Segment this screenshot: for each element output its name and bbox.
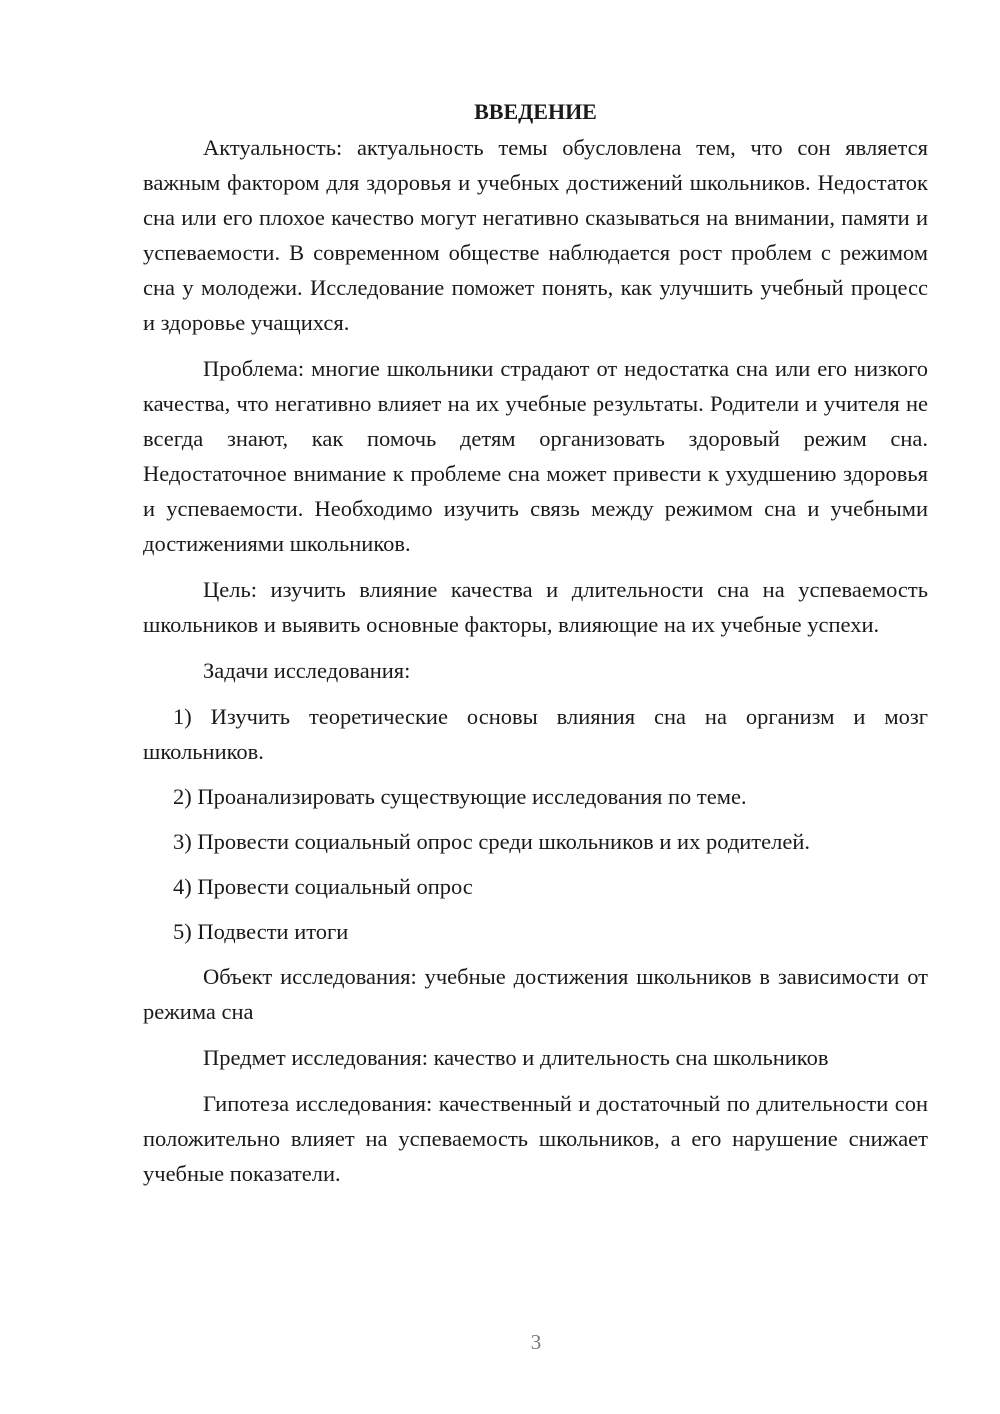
task-item-2: 2) Проанализировать существующие исследования по теме. bbox=[173, 784, 747, 809]
goal-paragraph: Цель: изучить влияние качества и длительности сна на успеваемость школьников и выявить основные факторы, влияющие на их учебные успехи. bbox=[143, 577, 928, 637]
subject-paragraph: Предмет исследования: качество и длительность сна школьников bbox=[203, 1045, 829, 1070]
object-paragraph: Объект исследования: учебные достижения школьников в зависимости от режима сна bbox=[143, 964, 928, 1024]
document-page bbox=[143, 94, 928, 1202]
tasks-heading: Задачи исследования: bbox=[203, 658, 411, 683]
task-item-4: 4) Провести социальный опрос bbox=[173, 874, 473, 899]
task-item-5: 5) Подвести итоги bbox=[173, 919, 349, 944]
task-item-3: 3) Провести социальный опрос среди школьников и их родителей. bbox=[173, 829, 811, 854]
task-item-1: 1) Изучить теоретические основы влияния сна на организм и мозг школьников. bbox=[143, 704, 928, 764]
problem-paragraph: Проблема: многие школьники страдают от недостатка сна или его низкого качества, что негативно влияет на их учебные результаты. Родители и учителя не всегда знают, как помочь детям организовать здоровый режим сна. Недостаточное внимание к проблеме сна может привести к ухудшению здоровья и успеваемости. Необходимо изучить связь между режимом сна и учебными достижениями школьников. bbox=[143, 356, 928, 556]
section-heading: ВВЕДЕНИЕ bbox=[474, 99, 597, 124]
relevance-paragraph: Актуальность: актуальность темы обусловлена тем, что сон является важным фактором для здоровья и учебных достижений школьников. Недостаток сна или его плохое качество могут негативно сказываться на внимании, памяти и успеваемости. В современном обществе наблюдается рост проблем с режимом сна у молодежи. Исследование поможет понять, как улучшить учебный процесс и здоровье учащихся. bbox=[143, 135, 928, 335]
page-number: 3 bbox=[530, 1330, 542, 1354]
hypothesis-paragraph: Гипотеза исследования: качественный и достаточный по длительности сон положительно влияет на успеваемость школьников, а его нарушение снижает учебные показатели. bbox=[143, 1091, 928, 1186]
